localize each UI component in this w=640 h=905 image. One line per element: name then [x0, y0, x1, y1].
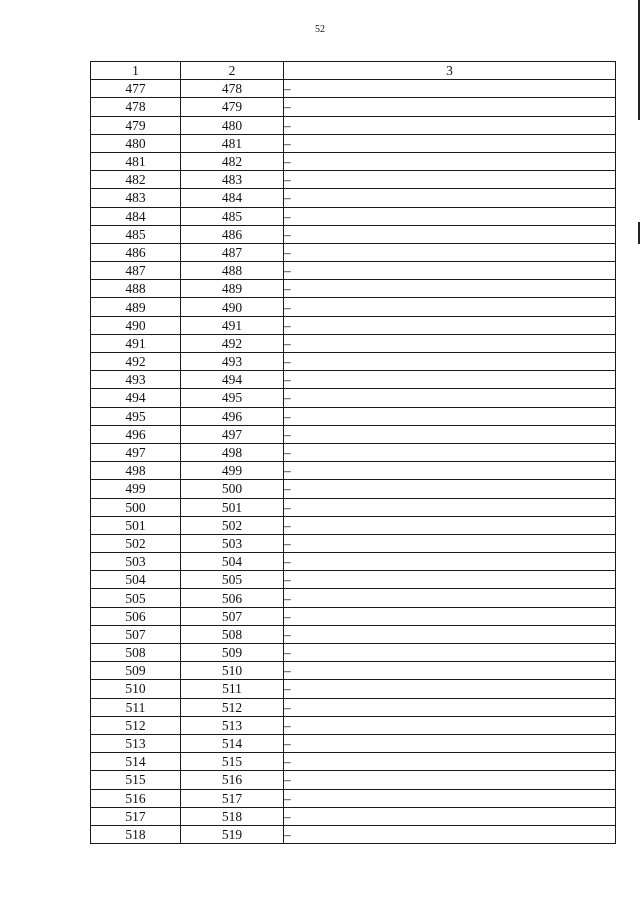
cell-col-1: 504: [91, 571, 181, 589]
cell-col-3: –: [284, 371, 616, 389]
cell-col-2: 492: [181, 334, 284, 352]
cell-col-2: 514: [181, 734, 284, 752]
table-row: [91, 443, 616, 461]
cell-col-3: –: [284, 316, 616, 334]
cell-col-3: –: [284, 644, 616, 662]
cell-col-2: 503: [181, 534, 284, 552]
cell-col-3: –: [284, 553, 616, 571]
table-row: [91, 225, 616, 243]
cell-col-1: 516: [91, 789, 181, 807]
table-row: [91, 753, 616, 771]
cell-col-2: 500: [181, 480, 284, 498]
cell-col-3: –: [284, 607, 616, 625]
cell-col-2: 490: [181, 298, 284, 316]
table-row: [91, 625, 616, 643]
cell-col-2: 479: [181, 98, 284, 116]
cell-col-2: 519: [181, 825, 284, 843]
cell-col-2: 513: [181, 716, 284, 734]
page-number: 52: [315, 24, 325, 35]
cell-col-2: 515: [181, 753, 284, 771]
cell-col-3: –: [284, 225, 616, 243]
cell-col-3: –: [284, 298, 616, 316]
table-row: [91, 662, 616, 680]
cell-col-1: 514: [91, 753, 181, 771]
cell-col-3: –: [284, 807, 616, 825]
cell-col-3: –: [284, 571, 616, 589]
cell-col-3: –: [284, 80, 616, 98]
cell-col-1: 507: [91, 625, 181, 643]
table-row: [91, 807, 616, 825]
cell-col-3: –: [284, 443, 616, 461]
cell-col-2: 491: [181, 316, 284, 334]
table-row: [91, 316, 616, 334]
cell-col-2: 493: [181, 353, 284, 371]
cell-col-1: 506: [91, 607, 181, 625]
cell-col-1: 496: [91, 425, 181, 443]
cell-col-1: 478: [91, 98, 181, 116]
table-row: [91, 243, 616, 261]
cell-col-1: 489: [91, 298, 181, 316]
cell-col-2: 487: [181, 243, 284, 261]
table-row: [91, 571, 616, 589]
table-body: [91, 80, 616, 844]
cell-col-2: 489: [181, 280, 284, 298]
cell-col-1: 485: [91, 225, 181, 243]
cell-col-1: 508: [91, 644, 181, 662]
table-row: [91, 134, 616, 152]
table-row: [91, 789, 616, 807]
cell-col-2: 518: [181, 807, 284, 825]
cell-col-2: 506: [181, 589, 284, 607]
cell-col-3: –: [284, 207, 616, 225]
cell-col-3: –: [284, 116, 616, 134]
cell-col-3: –: [284, 680, 616, 698]
cell-col-3: –: [284, 262, 616, 280]
cell-col-2: 480: [181, 116, 284, 134]
cell-col-1: 502: [91, 534, 181, 552]
cell-col-1: 494: [91, 389, 181, 407]
column-header-3: 3: [284, 62, 616, 80]
table-row: [91, 589, 616, 607]
cell-col-2: 509: [181, 644, 284, 662]
cell-col-2: 486: [181, 225, 284, 243]
cell-col-3: –: [284, 716, 616, 734]
cell-col-1: 492: [91, 353, 181, 371]
cell-col-2: 517: [181, 789, 284, 807]
table-row: [91, 716, 616, 734]
cell-col-1: 493: [91, 371, 181, 389]
cell-col-2: 516: [181, 771, 284, 789]
cell-col-2: 501: [181, 498, 284, 516]
cell-col-1: 513: [91, 734, 181, 752]
cell-col-2: 481: [181, 134, 284, 152]
cell-col-3: –: [284, 171, 616, 189]
cell-col-3: –: [284, 425, 616, 443]
table-row: [91, 498, 616, 516]
cell-col-1: 480: [91, 134, 181, 152]
table-row: [91, 171, 616, 189]
cell-col-1: 517: [91, 807, 181, 825]
cell-col-1: 479: [91, 116, 181, 134]
table-row: [91, 262, 616, 280]
cell-col-1: 515: [91, 771, 181, 789]
cell-col-2: 495: [181, 389, 284, 407]
table-row: [91, 334, 616, 352]
cell-col-2: 497: [181, 425, 284, 443]
table-row: [91, 534, 616, 552]
cell-col-3: –: [284, 389, 616, 407]
cell-col-3: –: [284, 734, 616, 752]
table-row: [91, 771, 616, 789]
cell-col-3: –: [284, 334, 616, 352]
cell-col-1: 490: [91, 316, 181, 334]
cell-col-2: 499: [181, 462, 284, 480]
table-row: [91, 280, 616, 298]
cell-col-3: –: [284, 589, 616, 607]
cell-col-1: 518: [91, 825, 181, 843]
cell-col-3: –: [284, 771, 616, 789]
table-row: [91, 389, 616, 407]
cell-col-2: 504: [181, 553, 284, 571]
cell-col-1: 477: [91, 80, 181, 98]
cell-col-3: –: [284, 189, 616, 207]
cell-col-2: 496: [181, 407, 284, 425]
cell-col-1: 510: [91, 680, 181, 698]
table-row: [91, 98, 616, 116]
cell-col-1: 512: [91, 716, 181, 734]
column-header-2: 2: [181, 62, 284, 80]
cell-col-2: 482: [181, 152, 284, 170]
cell-col-2: 478: [181, 80, 284, 98]
table-row: [91, 553, 616, 571]
table-row: [91, 425, 616, 443]
cell-col-1: 499: [91, 480, 181, 498]
cell-col-1: 501: [91, 516, 181, 534]
table-row: [91, 680, 616, 698]
table-row: [91, 407, 616, 425]
table-row: [91, 480, 616, 498]
cell-col-3: –: [284, 625, 616, 643]
cell-col-1: 487: [91, 262, 181, 280]
table-row: [91, 462, 616, 480]
cell-col-2: 488: [181, 262, 284, 280]
cell-col-2: 508: [181, 625, 284, 643]
cell-col-2: 483: [181, 171, 284, 189]
cell-col-1: 483: [91, 189, 181, 207]
table-row: [91, 644, 616, 662]
cell-col-1: 491: [91, 334, 181, 352]
table-row: [91, 734, 616, 752]
cell-col-2: 502: [181, 516, 284, 534]
cell-col-2: 510: [181, 662, 284, 680]
table-row: [91, 825, 616, 843]
cell-col-1: 500: [91, 498, 181, 516]
cell-col-3: –: [284, 516, 616, 534]
cell-col-3: –: [284, 134, 616, 152]
cell-col-3: –: [284, 407, 616, 425]
cell-col-1: 486: [91, 243, 181, 261]
cell-col-3: –: [284, 98, 616, 116]
data-table: [90, 61, 616, 844]
cell-col-1: 497: [91, 443, 181, 461]
cell-col-1: 482: [91, 171, 181, 189]
table-row: [91, 516, 616, 534]
table-row: [91, 80, 616, 98]
cell-col-1: 484: [91, 207, 181, 225]
cell-col-3: –: [284, 280, 616, 298]
cell-col-2: 498: [181, 443, 284, 461]
table-header-row: [91, 62, 616, 80]
cell-col-3: –: [284, 353, 616, 371]
cell-col-1: 481: [91, 152, 181, 170]
cell-col-1: 498: [91, 462, 181, 480]
table-row: [91, 152, 616, 170]
cell-col-3: –: [284, 534, 616, 552]
table-row: [91, 698, 616, 716]
column-header-1: 1: [91, 62, 181, 80]
table-row: [91, 116, 616, 134]
cell-col-3: –: [284, 152, 616, 170]
cell-col-1: 503: [91, 553, 181, 571]
cell-col-3: –: [284, 243, 616, 261]
table-row: [91, 207, 616, 225]
cell-col-1: 511: [91, 698, 181, 716]
cell-col-2: 494: [181, 371, 284, 389]
cell-col-3: –: [284, 498, 616, 516]
cell-col-3: –: [284, 662, 616, 680]
table-row: [91, 371, 616, 389]
cell-col-3: –: [284, 753, 616, 771]
cell-col-1: 488: [91, 280, 181, 298]
cell-col-3: –: [284, 462, 616, 480]
cell-col-2: 484: [181, 189, 284, 207]
cell-col-2: 507: [181, 607, 284, 625]
table-row: [91, 298, 616, 316]
table-row: [91, 353, 616, 371]
cell-col-3: –: [284, 789, 616, 807]
cell-col-3: –: [284, 825, 616, 843]
cell-col-2: 512: [181, 698, 284, 716]
cell-col-1: 505: [91, 589, 181, 607]
cell-col-1: 495: [91, 407, 181, 425]
cell-col-2: 511: [181, 680, 284, 698]
cell-col-3: –: [284, 480, 616, 498]
cell-col-2: 485: [181, 207, 284, 225]
table-row: [91, 189, 616, 207]
cell-col-1: 509: [91, 662, 181, 680]
cell-col-2: 505: [181, 571, 284, 589]
cell-col-3: –: [284, 698, 616, 716]
table-row: [91, 607, 616, 625]
